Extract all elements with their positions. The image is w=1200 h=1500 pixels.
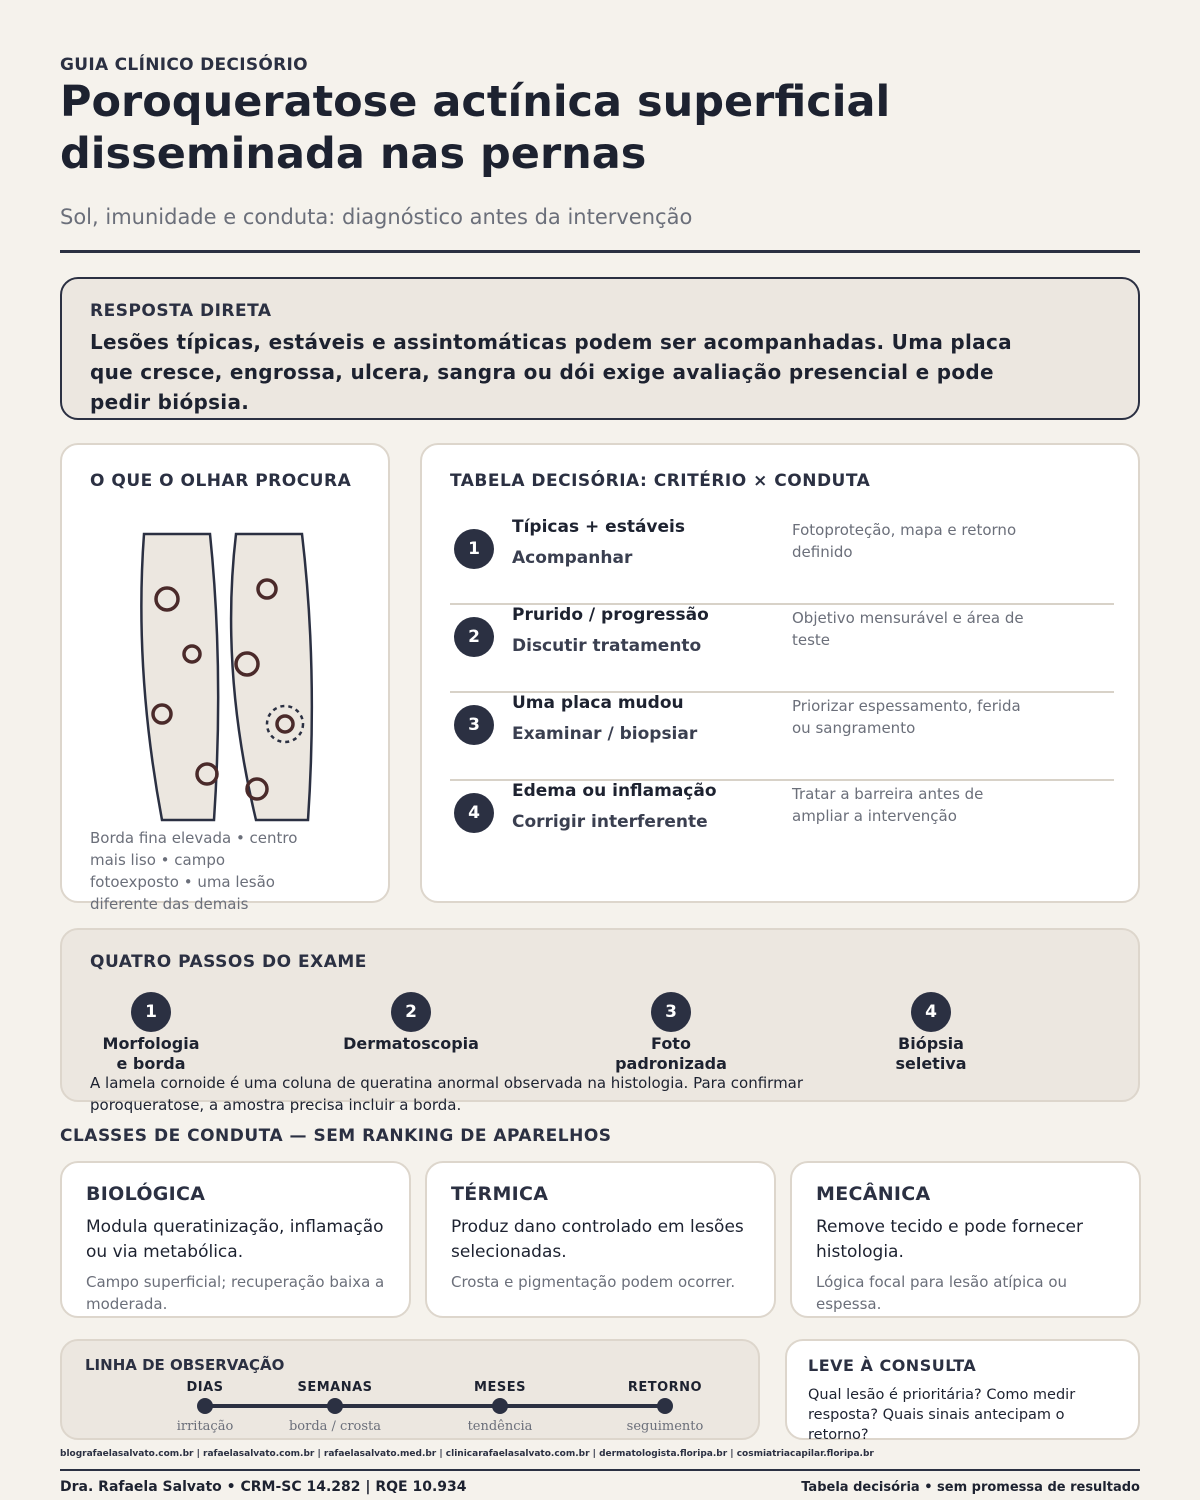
step-label: Morfologia e borda <box>102 1034 200 1073</box>
eyebrow: GUIA CLÍNICO DECISÓRIO <box>60 55 308 75</box>
row-note: Priorizar espessamento, ferida ou sangramento <box>792 697 1021 737</box>
row-action: Corrigir interferente <box>512 812 708 832</box>
timeline-point-caption: seguimento <box>626 1419 704 1434</box>
row-criterion: Uma placa mudou <box>512 693 684 713</box>
page-subtitle: Sol, imunidade e conduta: diagnóstico antes da intervenção <box>60 205 693 229</box>
row-note: Objetivo mensurável e área de teste <box>792 609 1024 649</box>
row-action: Acompanhar <box>512 548 633 568</box>
class-note: Crosta e pigmentação podem ocorrer. <box>451 1273 736 1291</box>
step-number-badge: 1 <box>131 992 171 1032</box>
decision-table <box>420 443 1140 903</box>
class-card-biological <box>60 1161 411 1318</box>
step-label: Dermatoscopia <box>343 1034 479 1053</box>
look-caption: Borda fina elevada • centro mais liso • campo fotoexposto • uma lesão diferente das demais <box>90 829 298 913</box>
legs-illustration <box>132 530 322 830</box>
left-leg-shape <box>141 534 218 820</box>
class-description: Remove tecido e pode fornecer histologia. <box>816 1217 1083 1262</box>
exam-steps-note: A lamela cornoide é uma coluna de queratina anormal observada na histologia. Para confirmar poroqueratose, a amostra precisa incluir a borda. <box>90 1074 804 1114</box>
exam-step <box>851 992 1011 1074</box>
consultation-card <box>785 1339 1140 1443</box>
decision-row <box>450 781 1114 869</box>
direct-answer-box <box>60 277 1140 420</box>
class-description: Produz dano controlado em lesões selecionadas. <box>451 1217 744 1262</box>
row-note: Fotoproteção, mapa e retorno definido <box>792 521 1017 561</box>
row-criterion: Típicas + estáveis <box>512 517 685 537</box>
step-number-badge: 4 <box>911 992 951 1032</box>
class-card-mechanical <box>790 1161 1141 1318</box>
timeline-point <box>657 1398 673 1414</box>
row-number-badge: 1 <box>454 529 494 569</box>
class-note: Campo superficial; recuperação baixa a moderada. <box>86 1273 385 1313</box>
row-criterion: Prurido / progressão <box>512 605 709 625</box>
step-label: Foto padronizada <box>615 1034 727 1073</box>
class-title: MECÂNICA <box>816 1183 931 1205</box>
direct-answer-text: Lesões típicas, estáveis e assintomáticas podem ser acompanhadas. Uma placa que cresce, engrossa, ulcera, sangra ou dói exige avaliação presencial e pode pedir biópsia. <box>90 330 1012 414</box>
row-criterion: Edema ou inflamação <box>512 781 717 801</box>
decision-row <box>450 605 1114 693</box>
class-description: Modula queratinização, inflamação ou via metabólica. <box>86 1217 384 1262</box>
step-number-badge: 3 <box>651 992 691 1032</box>
timeline-point-label: DIAS <box>186 1380 224 1395</box>
footer-author: Dra. Rafaela Salvato • CRM-SC 14.282 | RQE 10.934 <box>60 1479 467 1495</box>
exam-step <box>71 992 231 1074</box>
row-number-badge: 4 <box>454 793 494 833</box>
timeline-point <box>327 1398 343 1414</box>
timeline-point-label: SEMANAS <box>297 1380 373 1395</box>
row-note: Tratar a barreira antes de ampliar a intervenção <box>792 785 984 825</box>
consultation-text: Qual lesão é prioritária? Como medir resposta? Quais sinais antecipam o retorno? <box>808 1387 1076 1443</box>
row-action: Discutir tratamento <box>512 636 702 656</box>
step-label: Biópsia seletiva <box>895 1034 967 1073</box>
timeline-point-caption: borda / crosta <box>288 1419 382 1434</box>
timeline-point-caption: irritação <box>176 1419 234 1434</box>
website-links[interactable]: blografaelasalvato.com.br | rafaelasalvato.com.br | rafaelasalvato.med.br | clinicarafaelasalvato.com.br | dermatologista.floripa.br | cosmiatriacapilar.floripa.br <box>60 1449 874 1459</box>
header-divider <box>60 250 1140 253</box>
class-card-thermal <box>425 1161 776 1318</box>
decision-table-label: TABELA DECISÓRIA: CRITÉRIO × CONDUTA <box>450 471 871 491</box>
footer-divider <box>60 1469 1140 1471</box>
exam-steps-panel <box>60 928 1140 1114</box>
row-number-badge: 3 <box>454 705 494 745</box>
look-label: O QUE O OLHAR PROCURA <box>90 471 352 491</box>
timeline-label: LINHA DE OBSERVAÇÃO <box>85 1356 285 1374</box>
row-number-badge: 2 <box>454 617 494 657</box>
decision-row <box>450 517 1114 605</box>
timeline-point-label: MESES <box>474 1380 526 1395</box>
exam-steps-label: QUATRO PASSOS DO EXAME <box>90 952 367 972</box>
direct-answer-label: RESPOSTA DIRETA <box>90 301 272 321</box>
timeline-point <box>197 1398 213 1414</box>
exam-step <box>591 992 751 1074</box>
right-leg-shape <box>231 534 312 820</box>
look-card <box>60 443 390 913</box>
timeline-point-label: RETORNO <box>627 1380 703 1395</box>
decision-row <box>450 693 1114 781</box>
page-title: Poroqueratose actínica superficial disseminada nas pernas <box>60 77 891 179</box>
observation-timeline <box>60 1339 760 1440</box>
step-number-badge: 2 <box>391 992 431 1032</box>
class-title: BIOLÓGICA <box>86 1183 206 1205</box>
timeline-line <box>205 1404 667 1408</box>
consultation-label: LEVE À CONSULTA <box>808 1356 977 1375</box>
timeline-point <box>492 1398 508 1414</box>
row-action: Examinar / biopsiar <box>512 724 698 744</box>
classes-label: CLASSES DE CONDUTA — SEM RANKING DE APARELHOS <box>60 1126 612 1146</box>
exam-step <box>331 992 491 1054</box>
timeline-point-caption: tendência <box>467 1419 533 1434</box>
class-note: Lógica focal para lesão atípica ou espessa. <box>816 1273 1068 1313</box>
class-title: TÉRMICA <box>451 1183 549 1205</box>
footer-disclaimer: Tabela decisória • sem promessa de resultado <box>801 1480 1140 1495</box>
